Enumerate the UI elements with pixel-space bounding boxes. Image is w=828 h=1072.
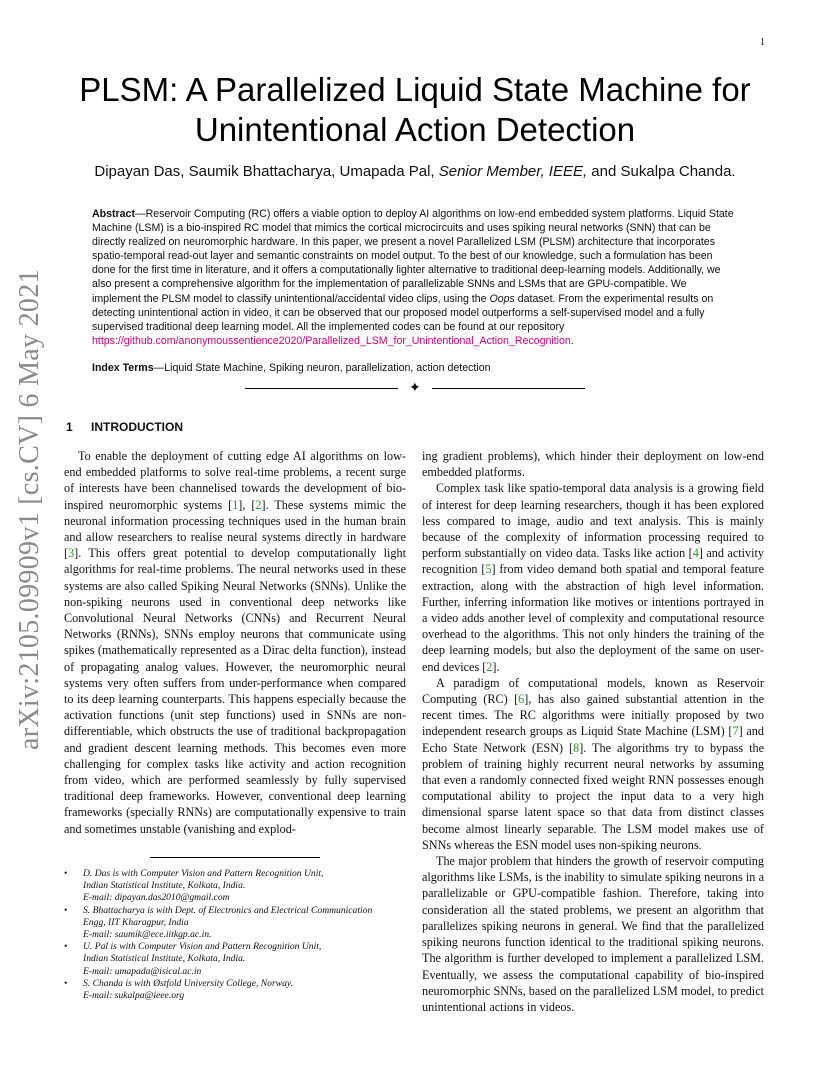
section-number: 1 [66, 420, 73, 434]
paragraph [422, 675, 764, 853]
index-terms [92, 361, 738, 375]
citation-link[interactable]: 5 [485, 562, 492, 577]
arxiv-stamp: arXiv:2105.09909v1 [cs.CV] 6 May 2021 [14, 269, 45, 750]
index-terms-body: —Liquid State Machine, Spiking neuron, parallelization, action detection [153, 362, 491, 374]
footnote-line: Engg, IIT Kharagpur, India [83, 916, 189, 928]
divider-line-right [432, 388, 585, 389]
citation-link[interactable]: 2 [486, 659, 493, 674]
text-run: ] from video demand both spatial and temporal feature extraction, along with the abstraction of high level information. Further, inferring information like motives or intentions portrayed in a video adds another level of complexity and computational resource overhead to the algorithms. This not only hinders the training of the deep learning models, but also the deployment of the same on user-end devices [ [422, 562, 764, 674]
footnote-line: D. Das is with Computer Vision and Pattern Recognition Unit, [83, 868, 324, 879]
section-first-letter: I [91, 420, 95, 434]
citation-link[interactable]: 8 [573, 740, 580, 755]
citation-link[interactable]: 4 [692, 546, 699, 561]
footnote-email: E-mail: saumik@ece.iitkgp.ac.in. [83, 929, 212, 941]
text-run: ], has also gained substantial attention in the recent times. The RC algorithms were initially proposed by two independent research groups as Liquid State Machine (LSM) [ [422, 692, 764, 739]
page-number: 1 [760, 37, 765, 48]
paragraph [64, 448, 406, 837]
abstract [92, 207, 738, 348]
footnote-email: E-mail: dipayan.das2010@gmail.com [83, 892, 230, 904]
footnote-line: Indian Statistical Institute, Kolkata, India. [83, 880, 246, 892]
right-column [422, 448, 764, 1015]
abstract-label: Abstract [92, 208, 135, 220]
author-footnotes [64, 868, 409, 1002]
authors-last: and Sukalpa Chanda. [587, 163, 736, 180]
section-title-rest: NTRODUCTION [94, 420, 184, 434]
title-line-1: PLSM: A Parallelized Liquid State Machine for [79, 71, 751, 108]
citation-link[interactable]: 1 [232, 497, 239, 512]
citation-link[interactable]: 2 [255, 497, 262, 512]
text-run: To enable the deployment of cutting edge AI algorithms on low-end embedded platforms to solve real-time problems, a recent surge of interests have been channelised towards the development of bio-inspired neuromorphic systems [ [64, 449, 406, 512]
text-run: Complex task like spatio-temporal data analysis is a growing field of interest for deep learning researchers, though it has been explored less compared to image, audio and text analysis. This is mainly because of the complexity of information processing required to perform substantially on video data. Tasks like action [ [422, 481, 764, 561]
author-list [60, 163, 770, 180]
paragraph [422, 480, 764, 674]
bullet-icon: • [64, 868, 68, 879]
citation-link[interactable]: 6 [518, 692, 525, 707]
text-run: ]. The algorithms try to bypass the problem of training highly recurrent neural networks by assuming that even a randomly connected fixed weight RNN possesses enough computational ability to project the input data to a very high dimensional sparse latent space so that data from distinct classes become almost linearly separable. The LSM model makes use of SNNs whereas the ESN model uses non-spiking neurons. [422, 740, 764, 852]
citation-link[interactable]: 3 [68, 546, 75, 561]
footnote-rule [150, 857, 320, 858]
section-heading [66, 420, 183, 434]
text-run: ]. This offers great potential to develop computationally light algorithms for real-time problems. The neural networks used in these systems are also called Spiking Neural Networks (SNNs). Unlike the non-spiking neurons used in conventional deep networks like Convolutional Neural Networks (CNNs) and Recurrent Neural Networks (RNNs), SNNs employ neurons that communicate using spikes (mathematically represented as a Dirac delta function), instead of propagating analog values. However, the neuromorphic neural systems very often suffers from under-performance when compared to its deep learning counterparts. This happens especially because the activation functions (unit step functions) used in SNNs are non-differentiable, which obstructs the use of traditional backpropagation and gradient descent learning methods. This becomes even more challenging for complex tasks like activity and action recognition from video, which are performed seamlessly by fully supervised traditional deep frameworks. However, conventional deep learning frameworks (specially RNNs) are computationally expensive to train and sometimes unstable (vanishing and explod- [64, 546, 406, 836]
text-run: ] and activity recognition [ [422, 546, 764, 577]
abstract-body-2: dataset. From the experimental results on detecting unintentional action in video, it can be observed that our proposed model outperforms a self-supervised model and a fully supervised traditional deep learning model. All the implemented codes can be found at our repository [92, 292, 714, 333]
footnote-line: S. Bhattacharya is with Dept. of Electronics and Electrical Communication [83, 904, 373, 916]
text-run: A paradigm of computational models, known as Reservoir Computing (RC) [ [422, 675, 764, 707]
text-run: ]. These systems mimic the neuronal information processing techniques used in the human brain and allow researchers to realise neural systems directly in hardware [ [64, 497, 406, 561]
text-run: ] and Echo State Network (ESN) [ [422, 724, 764, 755]
title-line-2: Unintentional Action Detection [194, 110, 636, 148]
author-role: Senior Member, IEEE, [438, 163, 588, 180]
text-run: ], [ [238, 497, 256, 512]
divider-diamond-icon: ✦ [409, 380, 421, 396]
paragraph: ing gradient problems), which hinder their deployment on low-end embedded platforms. [422, 449, 764, 480]
bullet-icon: • [64, 941, 68, 953]
footnote-line: U. Pal is with Computer Vision and Pattern Recognition Unit, [83, 941, 322, 953]
repository-link[interactable]: https://github.com/anonymoussentience2020/Parallelized_LSM_for_Unintentional_Action_Recognition [92, 334, 571, 347]
footnote-item [64, 905, 409, 942]
footnote-line: S. Chanda is with Østfold University College, Norway. [83, 977, 293, 989]
abstract-body: —Reservoir Computing (RC) offers a viable option to deploy AI algorithms on low-end embedded system platforms. Liquid State Machine (LSM) is a bio-inspired RC model that mimics the cortical microcircuits and uses spiking neural networks (SNN) that can be directly realized on neuromorphic hardware. In this paper, we present a novel Parallelized LSM (PLSM) architecture that incorporates spatio-temporal read-out layer and semantic constraints on model output. To the best of our knowledge, such a formulation has been done for the first time in literature, and it offers a computationally lighter alternative to traditional deep-learning models. Additionally, we also present a comprehensive algorithm for the implementation of parallelizable SNNs and LSMs that are GPU-compatible. We implement the PLSM model to classify unintentional/accidental video clips, using the [92, 208, 734, 305]
authors-main: Dipayan Das, Saumik Bhattacharya, Umapada Pal, [94, 163, 439, 180]
citation-link[interactable]: 7 [732, 724, 739, 739]
footnote-email: E-mail: umapada@isical.ac.in [83, 965, 202, 977]
footnote-line: Indian Statistical Institute, Kolkata, India. [83, 953, 246, 965]
paragraph: The major problem that hinders the growth of reservoir computing algorithms like LSMs, is the inability to simulate spiking neurons in a parallelizable or GPU-compatible fashion. Therefore, taking into consideration all the stated problems, we present an algorithm that parallelizes spiking neurons in general. We find that the parallelized spiking neurons function identical to the traditional spiking neurons. The algorithm is further developed to implement a parallelized LSM. Eventually, we assess the computational capability of bio-inspired neuromorphic SNNs, based on the parallelized LSM model, to predict unintentional actions in videos. [422, 854, 764, 1014]
footnote-item [64, 941, 409, 978]
bullet-icon: • [64, 977, 68, 989]
footnote-item [64, 978, 409, 1002]
section-divider [245, 382, 585, 394]
bullet-icon: • [64, 904, 68, 916]
footnote-email: E-mail: sukalpa@ieee.org [83, 990, 185, 1002]
text-run: ]. [492, 659, 500, 674]
divider-line-left [245, 388, 398, 389]
abstract-dataset: Oops [489, 292, 515, 305]
index-terms-label: Index Terms [92, 362, 154, 374]
footnote-item [64, 868, 409, 905]
paper-title [60, 70, 770, 149]
left-column [64, 448, 406, 837]
abstract-end: . [570, 334, 574, 347]
